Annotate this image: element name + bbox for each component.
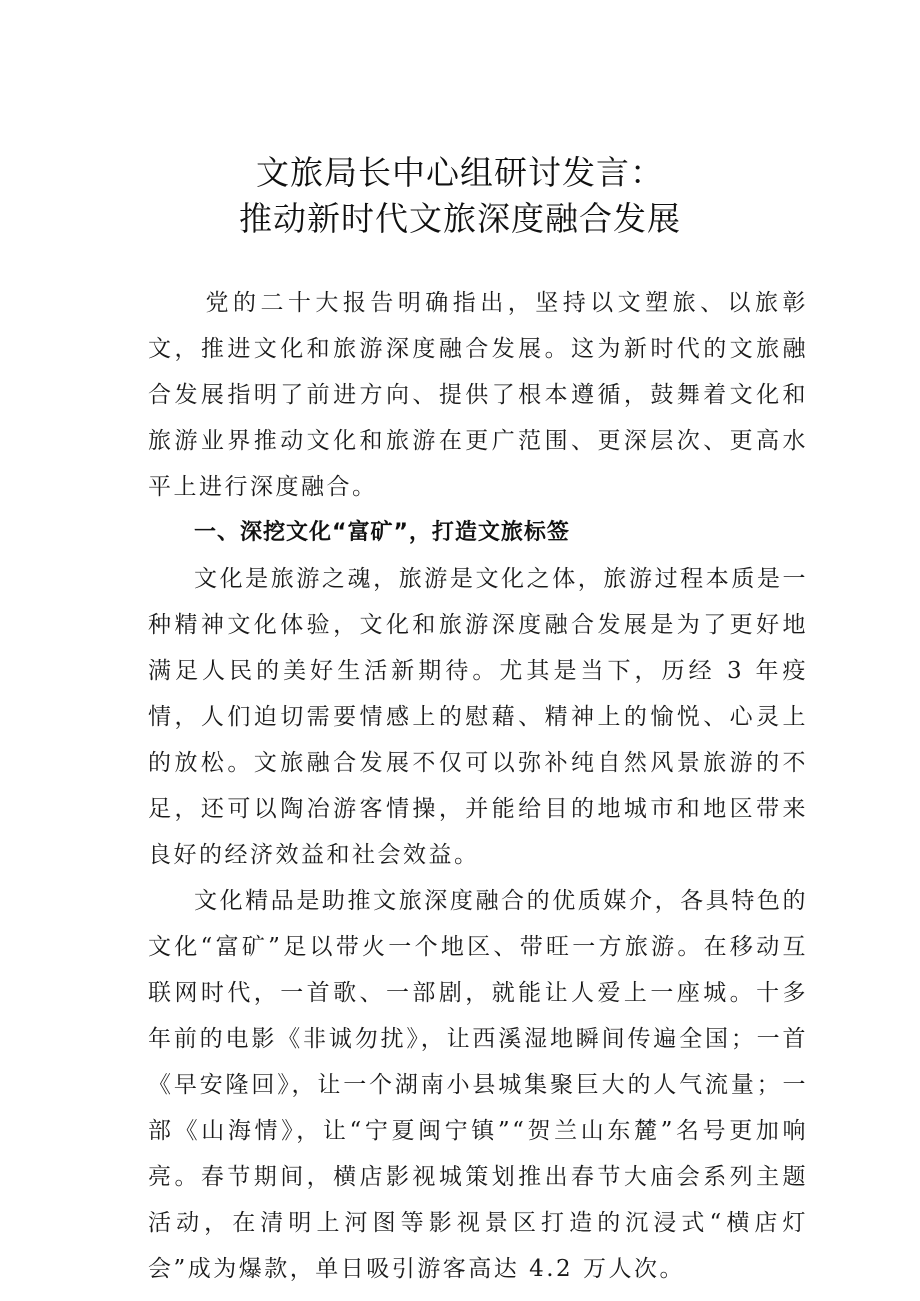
document-title bbox=[120, 150, 800, 242]
title-line-1: 文旅局长中心组研讨发言： bbox=[256, 153, 664, 192]
document-body bbox=[148, 280, 808, 1292]
section-heading-1: 一、深挖文化“富矿”，打造文旅标签 bbox=[194, 520, 570, 545]
intro-paragraph: 党的二十大报告明确指出，坚持以文塑旅、以旅彰文，推进文化和旅游深度融合发展。这为新时代的文旅融合发展指明了前进方向、提供了根本遵循，鼓舞着文化和旅游业界推动文化和旅游在更广范围、更深层次、更高水平上进行深度融合。 bbox=[148, 290, 808, 500]
body-paragraph-1: 文化是旅游之魂，旅游是文化之体，旅游过程本质是一种精神文化体验，文化和旅游深度融合发展是为了更好地满足人民的美好生活新期待。尤其是当下，历经 3 年疫情，人们迫切需要情感上的慰藉、精神上的愉悦、心灵上的放松。文旅融合发展不仅可以弥补纯自然风景旅游的不足，还可以陶冶游客情操，并能给目的地城市和地区带来良好的经济效益和社会效益。 bbox=[148, 566, 808, 868]
title-line-2: 推动新时代文旅深度融合发展 bbox=[239, 199, 681, 238]
body-paragraph-2: 文化精品是助推文旅深度融合的优质媒介，各具特色的文化“富矿”足以带火一个地区、带旺一方旅游。在移动互联网时代，一首歌、一部剧，就能让人爱上一座城。十多年前的电影《非诚勿扰》，让西溪湿地瞬间传遍全国；一首《早安隆回》，让一个湖南小县城集聚巨大的人气流量；一部《山海情》，让“宁夏闽宁镇”“贺兰山东麓”名号更加响亮。春节期间，横店影视城策划推出春节大庙会系列主题活动，在清明上河图等影视景区打造的沉浸式“横店灯会”成为爆款，单日吸引游客高达 4.2 万人次。 bbox=[148, 888, 808, 1282]
